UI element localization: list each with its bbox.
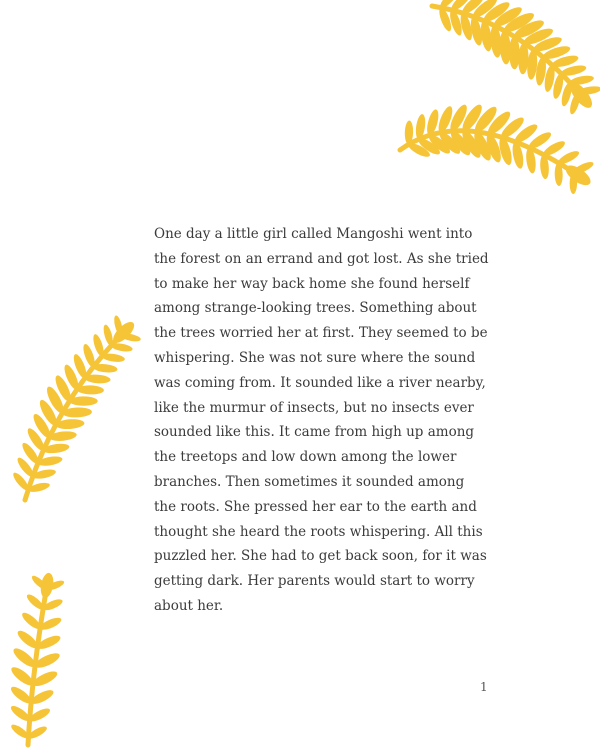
fern-leaflet <box>77 385 104 395</box>
story-line: whispering. She was not sure where the sound <box>154 349 476 366</box>
fern-leaflet <box>425 108 441 136</box>
fern-leaflet <box>81 343 97 369</box>
fern-leaflet <box>27 481 50 494</box>
fern-leaflet <box>42 597 64 612</box>
fern-leaflet <box>9 664 36 688</box>
fern-leaflet <box>62 407 92 418</box>
fern-leaflet <box>32 468 57 481</box>
fern-leaflet <box>33 650 62 670</box>
story-line: the roots. She pressed her ear to the earth and <box>154 498 477 515</box>
fern-tip <box>566 79 596 111</box>
story-line: branches. Then sometimes it sounded among <box>154 473 465 490</box>
story-line: the trees worried her at first. They seemed to be <box>154 325 488 342</box>
fern-leaflet <box>43 442 70 454</box>
fern-leaflet <box>512 121 539 145</box>
fern-leaflet <box>436 105 455 135</box>
fern-leaflet <box>102 324 115 347</box>
fern-leaf-left-middle <box>11 315 141 500</box>
fern-leaflet <box>29 687 55 706</box>
fern-leaflet <box>438 0 461 10</box>
fern-leaflet <box>44 384 67 415</box>
fern-leaflet <box>447 102 470 133</box>
fern-leaflet <box>71 353 89 380</box>
fern-leaflet <box>479 20 494 52</box>
fern-leaflet <box>551 73 565 100</box>
story-line: the treetops and low down among the lower <box>154 449 457 466</box>
fern-leaflet <box>111 342 134 353</box>
story-line: was coming from. It sounded like a river nearby, <box>154 374 486 391</box>
story-line: thought she heard the roots whispering. All this <box>154 523 483 540</box>
fern-leaflet <box>568 91 582 115</box>
fern-leaflet <box>448 9 464 37</box>
fern-leaflet <box>31 412 53 440</box>
fern-leaflet <box>481 0 512 25</box>
fern-leaflet <box>557 149 581 167</box>
story-line: getting dark. Her parents would start to worry <box>154 573 475 590</box>
fern-leaflet <box>539 154 549 179</box>
fern-leaflet <box>560 63 587 77</box>
fern-leaflet <box>449 0 474 13</box>
fern-leaflet <box>404 120 413 144</box>
fern-leaflet <box>20 441 41 466</box>
fern-leaflet <box>31 669 59 689</box>
fern-leaflet <box>55 418 85 430</box>
fern-leaflet <box>485 109 513 138</box>
fern-leaflet <box>45 579 65 592</box>
story-line: puzzled her. She had to get back soon, for it was <box>154 548 487 565</box>
fern-leaflet <box>526 49 538 80</box>
fern-leaflet <box>525 147 537 174</box>
fern-leaflet <box>9 684 34 706</box>
fern-leaflet <box>15 456 36 479</box>
fern-leaflet <box>511 141 526 170</box>
fern-leaflet <box>437 6 454 33</box>
fern-leaflet <box>532 34 564 54</box>
page-number: 1 <box>480 680 488 694</box>
fern-tip <box>563 162 594 189</box>
fern-leaflet <box>469 16 484 47</box>
fern-leaflet <box>416 136 442 158</box>
fern-leaflet <box>578 85 600 96</box>
fern-leaflet <box>569 172 577 194</box>
fern-leaflet <box>472 104 500 135</box>
fern-leaflet <box>502 10 537 36</box>
fern-leaflet <box>407 141 432 159</box>
story-line: among strange-looking trees. Something about <box>154 300 477 317</box>
fern-leaflet <box>471 129 494 162</box>
fern-leaf-top-right <box>432 0 600 115</box>
fern-stem <box>28 580 48 745</box>
fern-leaflet <box>437 129 463 156</box>
fern-leaflet <box>414 114 426 140</box>
fern-leaflet <box>62 363 81 391</box>
story-line: the forest on an errand and got lost. As she tried <box>154 250 489 267</box>
fern-leaflet <box>25 426 47 453</box>
fern-leaflet <box>458 12 474 41</box>
fern-leaflet <box>20 610 43 631</box>
fern-leaflet <box>554 163 563 186</box>
fern-leaflet <box>36 633 63 651</box>
fern-stem <box>400 131 585 180</box>
fern-leaflet <box>572 160 595 176</box>
fern-stem <box>25 328 128 500</box>
fern-leaflet <box>512 17 546 41</box>
fern-leaflet <box>543 64 557 92</box>
story-line: One day a little girl called Mangoshi went into <box>154 226 473 242</box>
fern-leaflet <box>9 722 30 740</box>
fern-leaflet <box>9 703 32 723</box>
fern-leaflet <box>49 430 77 442</box>
fern-leaflet <box>11 471 31 493</box>
fern-leaflet <box>527 130 554 152</box>
story-line: to make her way back home she found herself <box>154 275 470 292</box>
fern-leaflet <box>426 132 452 156</box>
fern-leaflet <box>459 102 485 134</box>
fern-leaflet <box>459 128 484 160</box>
fern-leaflet <box>497 136 514 166</box>
fern-leaflet <box>37 455 63 468</box>
fern-leaflet <box>93 363 118 374</box>
fern-leaflet <box>27 724 49 740</box>
fern-leaflet <box>470 0 499 20</box>
fern-leaflet <box>38 615 62 632</box>
fern-leaflet <box>28 706 52 724</box>
fern-leaflet <box>541 44 571 62</box>
fern-leaflet <box>30 574 49 592</box>
fern-leaflet <box>499 30 512 64</box>
fern-leaflet <box>11 645 38 670</box>
fern-leaflet <box>560 82 574 108</box>
fern-leaflet <box>489 25 503 58</box>
fern-leaflet <box>484 132 504 164</box>
story-line: about her. <box>154 597 224 614</box>
story-line: like the murmur of insects, but no insects ever <box>154 399 474 416</box>
fern-leaflet <box>448 128 474 158</box>
fern-leaflet <box>120 332 141 343</box>
fern-leaflet <box>509 36 520 69</box>
story-line: sounded like this. It came from high up among <box>154 424 475 441</box>
fern-leaflet <box>569 74 595 86</box>
fern-stem <box>432 6 585 100</box>
fern-leaflet <box>69 396 97 405</box>
fern-leaflet <box>522 26 555 48</box>
fern-leaflet <box>101 352 125 363</box>
fern-leaflet <box>113 315 125 336</box>
fern-leaflet <box>15 628 40 651</box>
fern-leaflet <box>491 4 524 30</box>
fern-leaflet <box>460 0 487 17</box>
fern-leaflet <box>518 43 529 75</box>
story-text <box>154 222 514 619</box>
fern-leaflet <box>91 333 105 357</box>
fern-leaf-mid-right <box>400 102 595 194</box>
fern-tip <box>110 319 138 347</box>
fern-leaflet <box>534 56 547 86</box>
fern-leaf-left-bottom <box>9 572 66 745</box>
fern-leaflet <box>541 139 566 159</box>
fern-leaflet <box>25 592 46 611</box>
fern-leaflet <box>53 374 74 404</box>
fern-leaflet <box>498 115 526 141</box>
fern-leaflet <box>551 53 580 69</box>
fern-tip <box>39 572 55 599</box>
fern-leaflet <box>37 398 60 428</box>
fern-leaflet <box>85 374 111 384</box>
